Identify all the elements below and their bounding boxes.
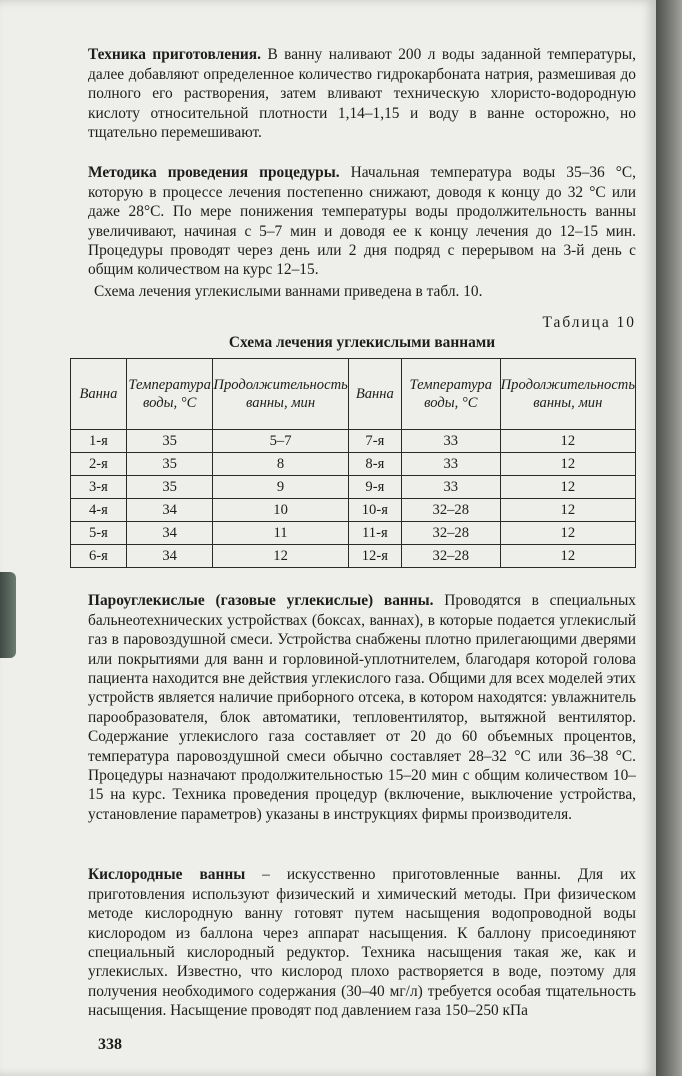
paragraph-procedure-text: Начальная температура воды 35–36 °С, которую в процессе лечения постепенно снижают, доводя к концу до 32 °С или даже 28°С. По мере понижения температуры воды продолжительность ванны увеличивают, начиная с 5–7 мин и доводя ее к концу лечения до 12–15 мин. Процедуры проводят через день или 2 дня подряд с перерывом на 3-й день с общим количеством на курс 12–15. <box>88 164 636 279</box>
table-cell: 3-я <box>71 476 127 499</box>
table-cell: 33 <box>401 476 500 499</box>
table-title: Схема лечения углекислыми ваннами <box>228 334 496 351</box>
paragraph-steam-baths-text: Проводятся в специальных бальнеотехнических устройствах (боксах, ваннах), в которые подается углекислый газ в паровоздушной смеси. Устройства снабжены плотно прилегающими дверями или покрытиями для ванн и горловиной-уплотнителем, благодаря которой голова пациента находится вне действия углекислого газа. Общими для всех моделей этих устройств является наличие приборного отсека, в котором находятся: увлажнитель парообразователя, блок автоматики, тепловентилятор, вытяжной вентилятор. Содержание углекислого газа составляет от 20 до 60 объемных процентов, температура паровоздушной смеси обычно составляет 28–32 °С или 36–38 °С. Процедуры назначают продолжительностью 15–20 мин с общим количеством 10–15 на курс. Техника проведения процедур (включение, выключение устройства, установление параметров) указаны в инструкциях фирмы производителя. <box>88 592 636 823</box>
table-cell: 12 <box>500 499 635 522</box>
table-cell: 32–28 <box>401 522 500 545</box>
heading-steam-baths: Пароуглекислые (газовые углекислые) ванны. <box>88 592 434 610</box>
table-cell: 35 <box>126 476 213 499</box>
table-cell: 12 <box>213 545 348 568</box>
table-cell: 5-я <box>71 522 127 545</box>
table-cell: 33 <box>401 430 500 453</box>
page-number: 338 <box>98 1036 122 1053</box>
table-cell: 8-я <box>348 453 401 476</box>
table-number: Таблица 10 <box>542 314 636 331</box>
table-row <box>71 545 636 568</box>
table-cell: 11 <box>213 522 348 545</box>
table-cell: 2-я <box>71 453 127 476</box>
header-duration: Продолжительность ванны, мин <box>213 359 348 430</box>
table-cell: 34 <box>126 499 213 522</box>
table-cell: 12 <box>500 453 635 476</box>
book-spine-edge <box>656 0 682 1076</box>
table-cell: 6-я <box>71 545 127 568</box>
table-cell: 12-я <box>348 545 401 568</box>
table-cell: 32–28 <box>401 545 500 568</box>
table-row <box>71 476 636 499</box>
heading-oxygen-baths: Кислородные ванны <box>88 866 246 884</box>
table-cell: 32–28 <box>401 499 500 522</box>
paragraph-oxygen-baths-text: – искусственно приготовленные ванны. Для их приготовления используют физический и химический методы. При физическом методе кислородную ванну готовят путем насыщения водопроводной воды кислородом из баллона через аппарат насыщения. К баллону присоединяют специальный кислородный редуктор. Техника насыщения такая же, как и углекислых. Известно, что кислород плохо растворяется в воде, поэтому для получения необходимого содержания (30–40 мг/л) требуется особая тщательность насыщения. Насыщение проводят под давлением газа 150–250 кПа <box>88 866 637 1020</box>
table-reference-text: Схема лечения углекислыми ваннами приведена в табл. 10. <box>94 283 483 300</box>
header-temperature: Температура воды, °С <box>401 359 500 430</box>
table-cell: 4-я <box>71 499 127 522</box>
table-cell: 11-я <box>348 522 401 545</box>
header-bath: Ванна <box>71 359 127 430</box>
table-row <box>71 499 636 522</box>
table-cell: 8 <box>213 453 348 476</box>
table-cell: 9 <box>213 476 348 499</box>
table-cell: 35 <box>126 453 213 476</box>
table-cell: 12 <box>500 476 635 499</box>
table-row <box>71 453 636 476</box>
table-cell: 35 <box>126 430 213 453</box>
table-cell: 10 <box>213 499 348 522</box>
table-cell: 34 <box>126 522 213 545</box>
table-cell: 34 <box>126 545 213 568</box>
treatment-table <box>70 358 636 568</box>
header-bath: Ванна <box>348 359 401 430</box>
heading-procedure: Методика проведения процедуры. <box>88 164 340 182</box>
paragraph-steam-baths <box>88 576 636 840</box>
paragraph-oxygen-baths <box>88 850 636 1036</box>
paragraph-procedure <box>88 148 636 295</box>
paragraph-table-ref <box>88 282 642 301</box>
table-cell: 12 <box>500 545 635 568</box>
table-header-row <box>71 359 636 430</box>
table-cell: 12 <box>500 522 635 545</box>
table-row <box>71 522 636 545</box>
table-cell: 33 <box>401 453 500 476</box>
header-temperature: Температура воды, °С <box>126 359 213 430</box>
table-cell: 9-я <box>348 476 401 499</box>
table-cell: 5–7 <box>213 430 348 453</box>
table-row <box>71 430 636 453</box>
paragraph-preparation-text: В ванну наливают 200 л воды заданной температуры, далее добавляют определенное количество гидрокарбоната натрия, размешивая до полного его растворения, затем вливают техническую хлористо-водородную кислоту относительной плотности 1,14–1,15 и воду в ванне осторожно, но тщательно перемешивают. <box>88 46 636 142</box>
table-cell: 7-я <box>348 430 401 453</box>
paragraph-preparation <box>88 30 636 158</box>
table-cell: 1-я <box>71 430 127 453</box>
table-cell: 10-я <box>348 499 401 522</box>
heading-preparation: Техника приготовления. <box>88 46 261 64</box>
header-duration: Продолжительность ванны, мин <box>500 359 635 430</box>
bookmark-tab <box>0 572 16 658</box>
table-cell: 12 <box>500 430 635 453</box>
